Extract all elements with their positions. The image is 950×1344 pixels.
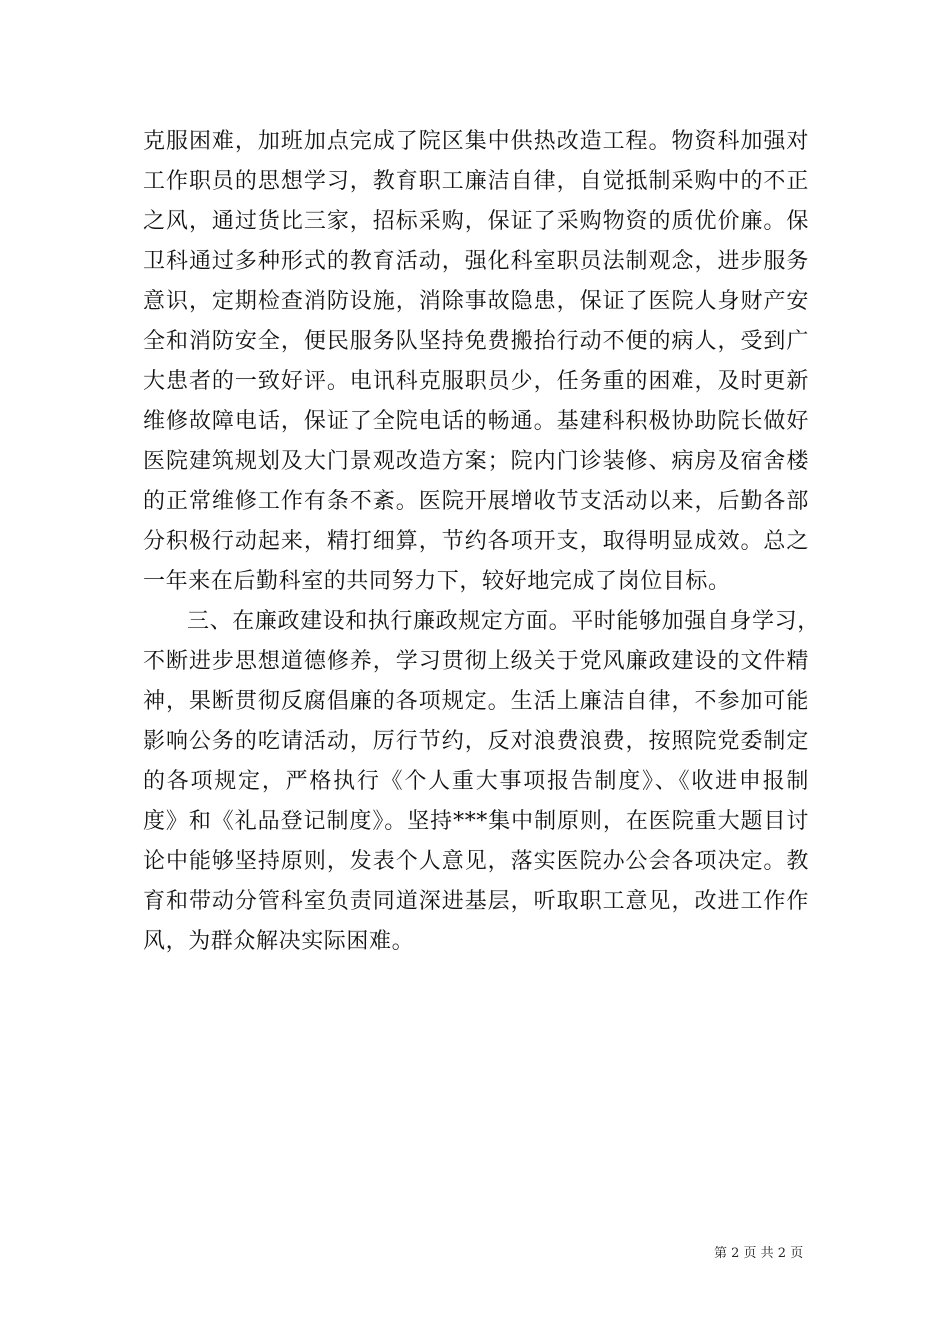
text-line: 一年来在后勤科室的共同努力下，较好地完成了岗位目标。 xyxy=(143,569,731,594)
text-line: 之风，通过货比三家，招标采购，保证了采购物资的质优价廉。保 xyxy=(143,209,809,234)
text-line: 论中能够坚持原则，发表个人意见，落实医院办公会各项决定。教 xyxy=(143,849,809,874)
text-line: 克服困难，加班加点完成了院区集中供热改造工程。物资科加强对 xyxy=(143,129,809,154)
text-line: 全和消防安全，便民服务队坚持免费搬抬行动不便的病人，受到广 xyxy=(143,329,809,354)
text-line: 神，果断贯彻反腐倡廉的各项规定。生活上廉洁自律，不参加可能 xyxy=(143,689,809,714)
text-line: 三、在廉政建设和执行廉政规定方面。平时能够加强自身学习， xyxy=(187,609,820,634)
text-line: 育和带动分管科室负责同道深进基层，听取职工意见，改进工作作 xyxy=(143,889,809,914)
text-line: 影响公务的吃请活动，厉行节约，反对浪费浪费，按照院党委制定 xyxy=(143,729,809,754)
page-number-footer: 第 2 页 共 2 页 xyxy=(714,1246,804,1261)
text-line: 度》和《礼品登记制度》。坚持***集中制原则，在医院重大题目讨 xyxy=(143,809,809,834)
text-line: 分积极行动起来，精打细算，节约各项开支，取得明显成效。总之 xyxy=(143,529,809,554)
text-line: 大患者的一致好评。电讯科克服职员少，任务重的困难，及时更新 xyxy=(143,369,809,394)
text-line: 维修故障电话，保证了全院电话的畅通。基建科积极协助院长做好 xyxy=(143,409,809,434)
text-line: 医院建筑规划及大门景观改造方案；院内门诊装修、病房及宿舍楼 xyxy=(143,449,809,474)
text-line: 的各项规定，严格执行《个人重大事项报告制度》、《收进申报制 xyxy=(143,769,809,794)
text-line: 工作职员的思想学习，教育职工廉洁自律，自觉抵制采购中的不正 xyxy=(143,169,809,194)
text-line: 卫科通过多种形式的教育活动，强化科室职员法制观念，进步服务 xyxy=(143,249,809,274)
text-line: 意识，定期检查消防设施，消除事故隐患，保证了医院人身财产安 xyxy=(143,289,809,314)
paragraph-logistics xyxy=(143,122,809,602)
text-line: 的正常维修工作有条不紊。医院开展增收节支活动以来，后勤各部 xyxy=(143,489,809,514)
text-line: 风，为群众解决实际困难。 xyxy=(143,929,415,954)
body-text xyxy=(143,122,820,962)
text-line: 不断进步思想道德修养，学习贯彻上级关于党风廉政建设的文件精 xyxy=(143,649,809,674)
paragraph-integrity xyxy=(143,602,820,962)
